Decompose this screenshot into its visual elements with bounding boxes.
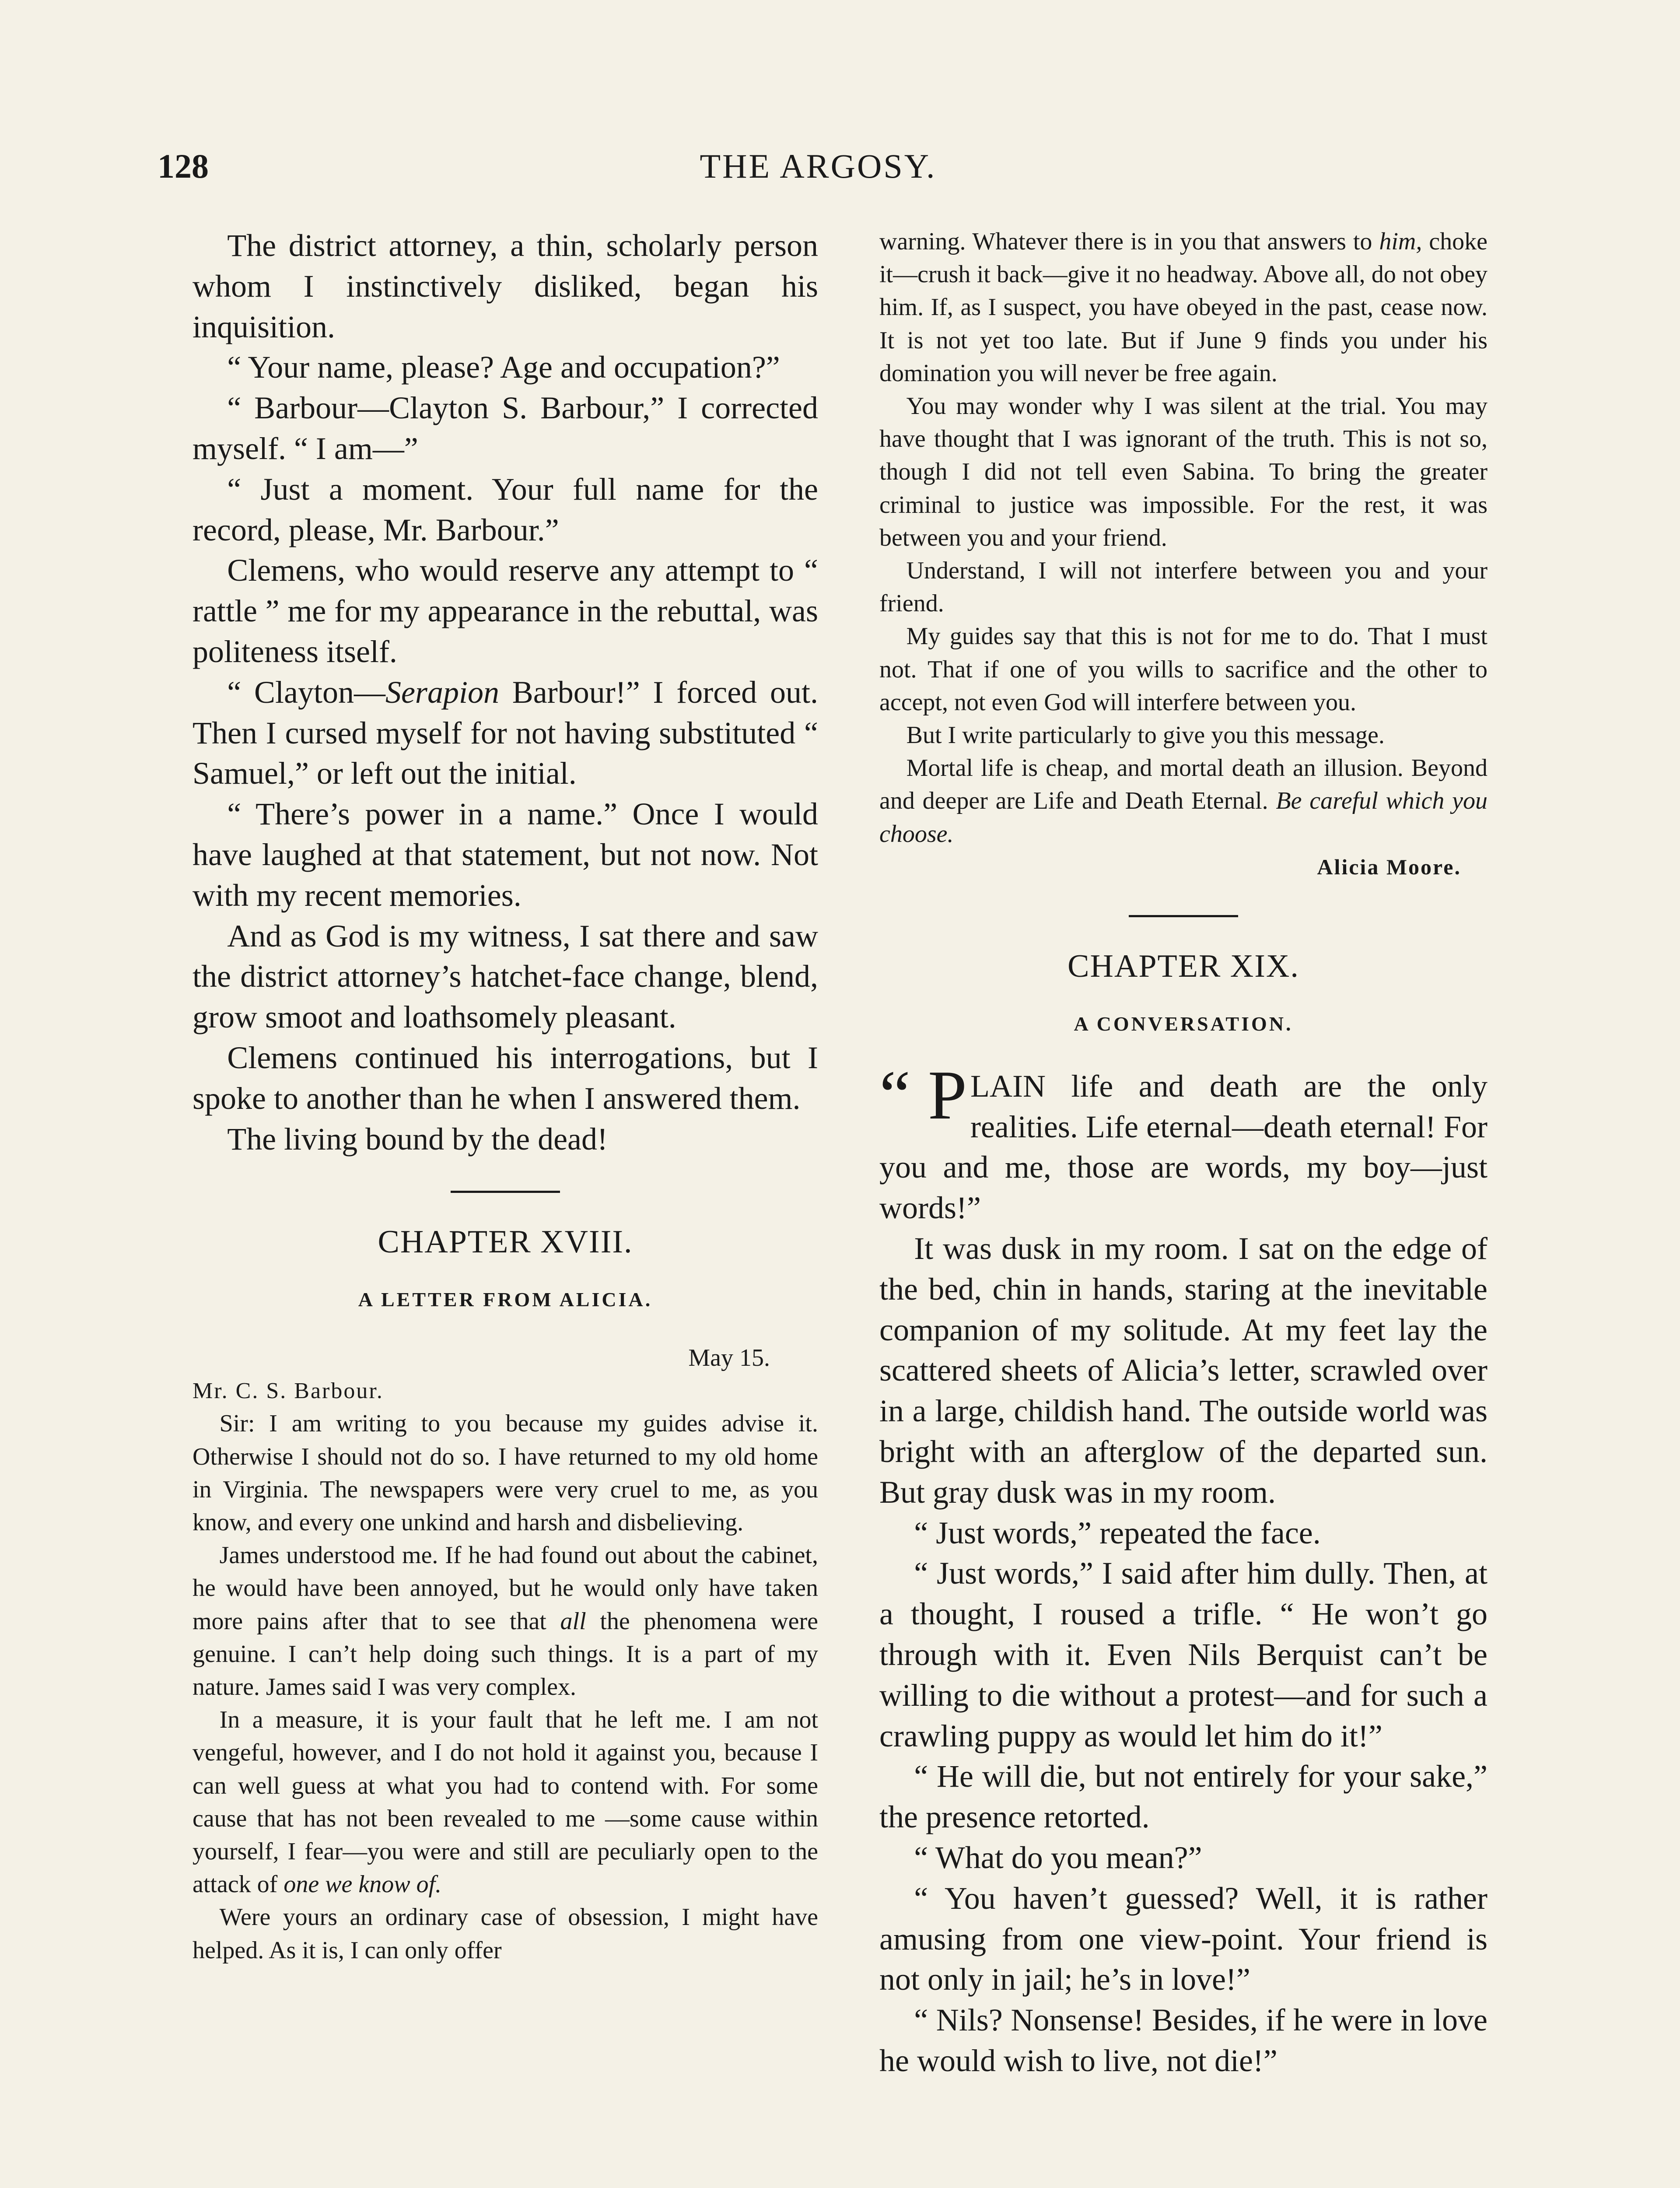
paragraph: Clemens, who would reserve any attempt to “ rattle ” me for my appearance in the rebuttal, was politeness itself.	[192, 553, 818, 669]
chapter-title: CHAPTER XVIII.	[378, 1224, 633, 1260]
page-header	[158, 147, 1479, 195]
paragraph: “ Your name, please? Age and occupation?”	[227, 350, 780, 385]
paragraph: “ What do you mean?”	[914, 1840, 1202, 1875]
section-rule	[1129, 915, 1238, 917]
paragraph: But I write particularly to give you this message.	[906, 722, 1385, 749]
paragraph: “ Nils? Nonsense! Besides, if he were in love he would wish to live, not die!”	[879, 2002, 1488, 2078]
paragraph: Were yours an ordinary case of obsession, I might have helped. As it is, I can only offer	[192, 1904, 818, 1964]
chapter-subtitle: A CONVERSATION.	[1074, 1012, 1293, 1035]
letter-text	[192, 1342, 818, 1967]
page-number: 128	[158, 147, 209, 185]
running-head: THE ARGOSY.	[700, 147, 937, 185]
right-column	[879, 225, 1488, 2081]
chapter-title: CHAPTER XIX.	[1068, 948, 1299, 984]
letter-salutation: Mr. C. S. Barbour.	[192, 1378, 384, 1404]
paragraph: “ Just words,” I said after him dully. Then, at a thought, I roused a trifle. “ He won’t go through with it. Even Nils Berquist can’t be willing to die without a protest—and for such a crawling puppy as would let him do it!”	[879, 1556, 1488, 1753]
paragraph: You may wonder why I was silent at the trial. You may have thought that I was ignorant of the truth. This is not so, though I did not tell even Sabina. To bring the greater criminal to justice was impossible. For the rest, it was between you and your friend.	[879, 393, 1488, 551]
left-column	[192, 225, 818, 1967]
paragraph: Mortal life is cheap, and mortal death an illusion. Beyond and deeper are Life and Death Eternal. Be careful which you choose.	[879, 754, 1488, 848]
letter-text-continued	[879, 225, 1488, 884]
paragraph: Sir: I am writing to you because my guides advise it. Otherwise I should not do so. I have returned to my old home in Virginia. The newspapers were very cruel to me, as you know, and every one unkind and harsh and disbelieving.	[192, 1410, 818, 1536]
left-story-text	[192, 225, 818, 1159]
paragraph: “ He will die, but not entirely for your sake,” the presence retorted.	[879, 1759, 1488, 1835]
chapter-subtitle: A LETTER FROM ALICIA.	[358, 1288, 653, 1311]
paragraph: “ P LAIN life and death are the only realities. Life eternal—death eternal! For you and me, those are words, my boy—just words!”	[879, 1055, 1488, 1226]
paragraph: The living bound by the dead!	[227, 1121, 608, 1157]
paragraph: And as God is my witness, I sat there and saw the district attorney’s hatchet-face change, blend, grow smoot and loathsomely pleasant.	[192, 918, 818, 1035]
letter-date: May 15.	[688, 1344, 770, 1372]
paragraph: Clemens continued his interrogations, but I spoke to another than he when I answered them.	[192, 1040, 818, 1116]
paragraph: My guides say that this is not for me to do. That I must not. That if one of you wills to sacrifice and the other to accept, not even God will interfere between you.	[879, 623, 1488, 716]
paragraph: “ Clayton—Serapion Barbour!” I forced out. Then I cursed myself for not having substituted “ Samuel,” or left out the initial.	[192, 674, 818, 791]
paragraph: “ Just words,” repeated the face.	[914, 1515, 1321, 1550]
paragraph: “ Barbour—Clayton S. Barbour,” I corrected myself. “ I am—”	[192, 390, 818, 466]
drop-cap: “ P	[879, 1055, 967, 1134]
paragraph: Understand, I will not interfere between you and your friend.	[879, 557, 1488, 617]
right-story-text	[879, 1055, 1488, 2081]
section-rule	[451, 1191, 560, 1193]
paragraph: In a measure, it is your fault that he left me. I am not vengeful, however, and I do not hold it against you, because I can well guess at what you had to contend with. For some cause that has not been revealed to me —some cause within yourself, I fear—you were and still are peculiarly open to the attack of one we know of.	[192, 1706, 818, 1898]
paragraph: warning. Whatever there is in you that answers to him, choke it—crush it back—give it no headway. Above all, do not obey him. If, as I suspect, you have obeyed in the past, cease now. It is not yet too late. But if June 9 finds you under his domination you will never be free again.	[879, 228, 1488, 387]
paragraph: The district attorney, a thin, scholarly person whom I instinctively disliked, began his inquisition.	[192, 228, 818, 344]
paragraph: “ Just a moment. Your full name for the record, please, Mr. Barbour.”	[192, 471, 818, 547]
paragraph: “ You haven’t guessed? Well, it is rather amusing from one view-point. Your friend is not only in jail; he’s in love!”	[879, 1880, 1488, 1997]
paragraph: “ There’s power in a name.” Once I would have laughed at that statement, but not now. Not with my recent memories.	[192, 796, 818, 913]
paragraph: It was dusk in my room. I sat on the edge of the bed, chin in hands, staring at the inevitable companion of my solitude. At my feet lay the scattered sheets of Alicia’s letter, scrawled over in a large, childish hand. The outside world was bright with an afterglow of the departed sun. But gray dusk was in my room.	[879, 1231, 1488, 1510]
paragraph: James understood me. If he had found out about the cabinet, he would have been annoyed, but he would only have taken more pains after that to see that all the phenomena were genuine. I can’t help doing such things. It is a part of my nature. James said I was very complex.	[192, 1542, 819, 1701]
letter-signature: Alicia Moore.	[1317, 854, 1461, 879]
